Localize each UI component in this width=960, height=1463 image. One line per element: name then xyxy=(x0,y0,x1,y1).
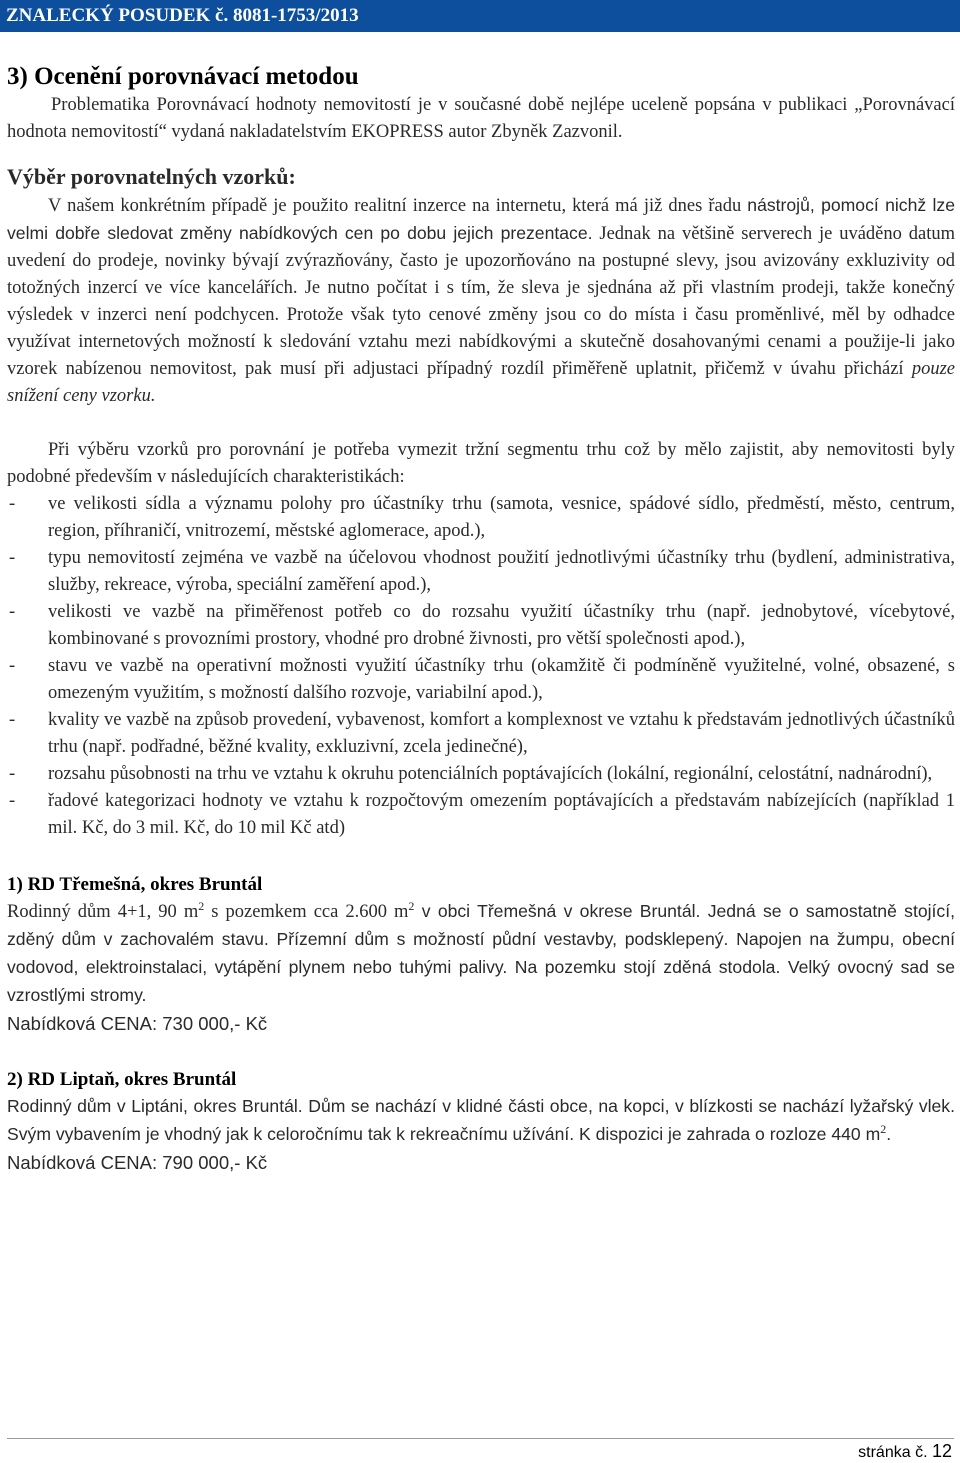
list-item: - ve velikosti sídla a významu polohy pro účastníky trhu (samota, vesnice, spádové sídlo, předměstí, město, centrum, region, příhraničí, vnitrozemí, městské aglomerace, apod.), xyxy=(7,491,955,545)
page-number: 12 xyxy=(931,1441,952,1461)
paragraph-text-italic: pouze snížení ceny vzorku. xyxy=(7,359,955,406)
intro-paragraph xyxy=(7,92,955,146)
paragraph-text-b: nástrojů, pomocí nichž lze velmi dobře sledovat změny nabídkových cen po dobu jejich prezentace. xyxy=(7,195,955,243)
list-item: - velikosti ve vazbě na přiměřenost potřeb co do rozsahu využití účastníky trhu (např. jednobytové, vícebytové, kombinované s provozními prostory, vhodné pro drobné živnosti, pro větší společnosti apod.), xyxy=(7,599,955,653)
property-2-title: 2) RD Liptaň, okres Bruntál xyxy=(7,1069,237,1090)
list-item: - stavu ve vazbě na operativní možnosti využití účastníky trhu (okamžitě či podmíněně využitelné, volné, obsazené, s omezeným využitím, s možností dalšího rozvoje, variabilní apod.), xyxy=(7,653,955,707)
property-1-description: Rodinný dům 4+1, 90 $m^2$ s pozemkem cca 2.600 $m^2$ v obci Třemešná v okrese Bruntál. Jedná se o samostatně stojící, zděný dům v zachovalém stavu. Přízemní dům s možností půdní vestavby, podsklepený. Napojen na žumpu, obecní vodovod, elektroinstalaci, vytápění plynem nebo tuhými palivy. Na pozemku stojí zděná stodola. Velký ovocný sad se vzrostlými stromy. xyxy=(7,898,955,1005)
dash-bullet: - xyxy=(9,710,16,730)
list-item: - kvality ve vazbě na způsob provedení, vybavenost, komfort a komplexnost ve vztahu k představám jednotlivých účastníků trhu (např. podřadné, běžné kvality, exkluzivní, zcela jedinečné), xyxy=(7,707,955,761)
property-2-description: Rodinný dům v Liptáni, okres Bruntál. Dům se nachází v klidné části obce, na kopci, v blízkosti se nachází lyžařský vlek. Svým vybavením je vhodný jak k celoročnímu tak k rekreačnímu užívání. K dispozici je zahrada o rozloze 440 $m^2$. xyxy=(7,1096,955,1144)
intro-text: Problematika Porovnávací hodnoty nemovitostí je v současné době nejlépe uceleně popsána v publikaci „Porovnávací hodnota nemovitostí“ vydaná nakladatelstvím EKOPRESS autor Zbyněk Zazvonil. xyxy=(7,95,955,142)
property-1-title: 1) RD Třemešná, okres Bruntál xyxy=(7,874,263,895)
dash-bullet: - xyxy=(9,602,16,622)
document-header: ZNALECKÝ POSUDEK č. 8081-1753/2013 xyxy=(0,0,960,32)
list-item: - typu nemovitostí zejména ve vazbě na účelovou vhodnost použití jednotlivými účastníky trhu (bydlení, administrativa, služby, rekreace, výroba, speciální zaměření apod.), xyxy=(7,545,955,599)
characteristics-list xyxy=(7,491,955,842)
page-body xyxy=(7,62,955,1176)
list-item: - rozsahu působnosti na trhu ve vztahu k okruhu potenciálních poptávajících (lokální, regionální, celostátní, nadnárodní), xyxy=(7,761,955,788)
dash-bullet: - xyxy=(9,656,16,676)
property-1-price: Nabídková CENA: 730 000,- Kč xyxy=(7,1013,268,1034)
list-item: - řadové kategorizaci hodnoty ve vztahu k rozpočtovým omezením poptávajících a představám nabízejících (například 1 mil. Kč, do 3 mil. Kč, do 10 mil Kč atd) xyxy=(7,788,955,842)
page-label: stránka č. xyxy=(858,1444,928,1461)
dash-bullet: - xyxy=(9,764,16,784)
footer-divider xyxy=(7,1438,954,1439)
dash-bullet: - xyxy=(9,494,16,514)
section-heading: 3) Ocenění porovnávací metodou xyxy=(7,63,359,90)
dash-bullet: - xyxy=(9,791,16,811)
paragraph-text-a: V našem konkrétním případě je použito realitní inzerce na internetu, která má již dnes řadu xyxy=(48,196,748,216)
paragraph-market-segment: Při výběru vzorků pro porovnání je potřeba vymezit tržní segmentu trhu což by mělo zajistit, aby nemovitosti byly podobné především v následujících charakteristikách: xyxy=(7,440,955,487)
page-footer xyxy=(858,1441,952,1463)
property-2-price: Nabídková CENA: 790 000,- Kč xyxy=(7,1152,268,1173)
subheading-sample-selection: Výběr porovnatelných vzorků: xyxy=(7,164,296,189)
paragraph-text-c: Jednak na většině serverech je uváděno datum uvedení do prodeje, novinky bývají zvýrazňovány, často je upozorňováno na postupné slevy, jsou avizovány exkluzivity od totožných inzercí ve více kancelářích. Je nutno počítat i s tím, že sleva je sjednána až při vlastním prodeji, takže konečný výsledek v inzerci není podchycen. Protože však tyto cenové změny jsou co do místa i času proměnlivé, měl by odhadce využívat internetových možností k sledování vztahu mezi nabídkovými a skutečně dosahovanými cenami a použije-li jako vzorek nabízenou nemovitost, pak musí při adjustaci případný rozdíl přiměřeně uplatnit, přičemž v úvahu přichází xyxy=(7,224,955,379)
paragraph-sample-selection xyxy=(7,192,955,410)
dash-bullet: - xyxy=(9,548,16,568)
